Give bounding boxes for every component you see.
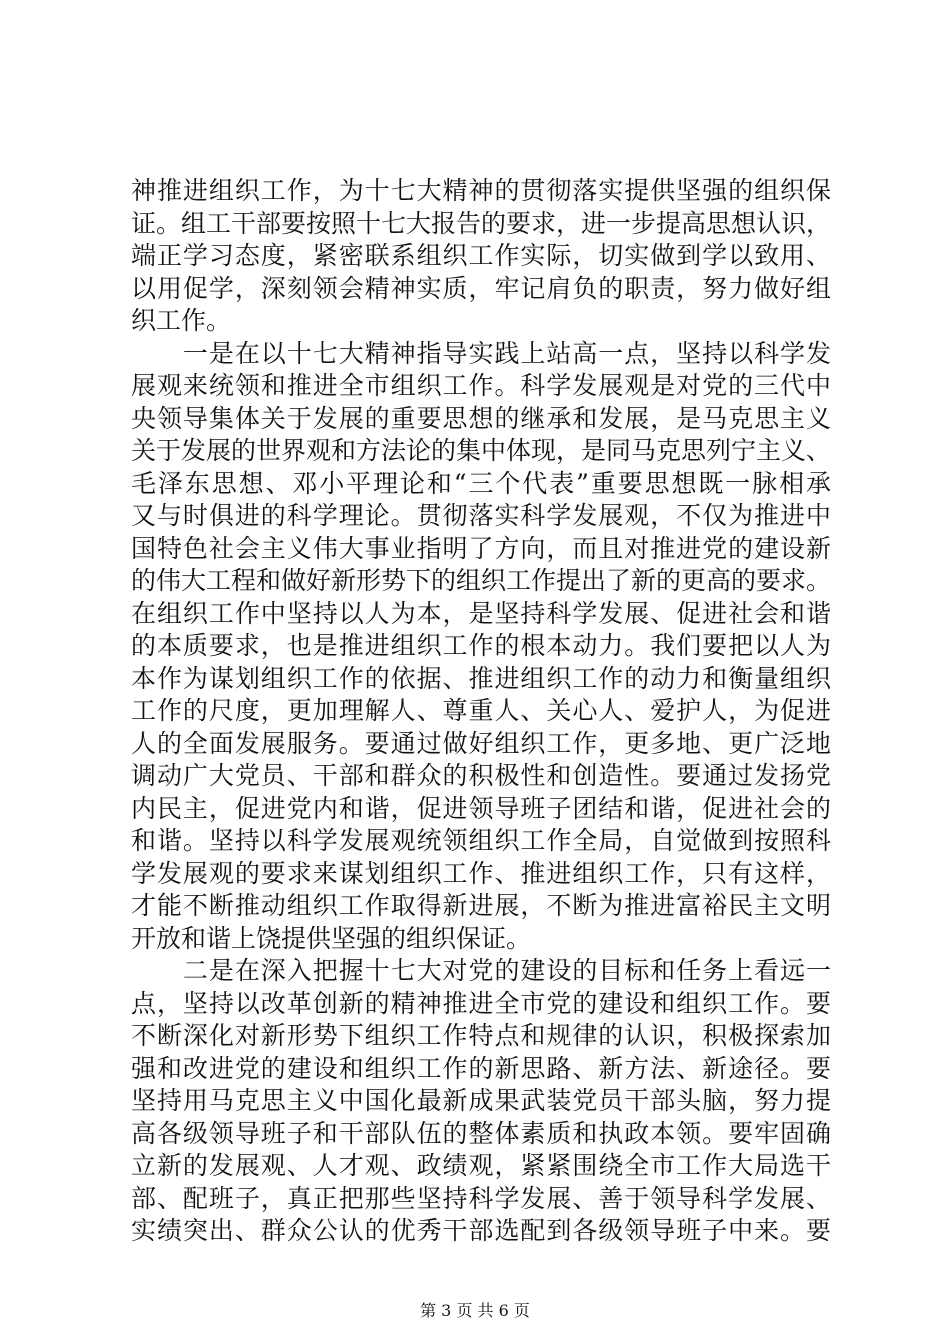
text-line: 神推进组织工作，为十七大精神的贯彻落实提供坚强的组织保	[131, 176, 831, 205]
text-line: 展观来统领和推进全市组织工作。科学发展观是对党的三代中	[131, 371, 831, 400]
text-line: 的本质要求，也是推进组织工作的根本动力。我们要把以人为	[131, 631, 831, 660]
text-line: 立新的发展观、人才观、政绩观，紧紧围绕全市工作大局选干	[131, 1151, 831, 1180]
text-line: 实绩突出、群众公认的优秀干部选配到各级领导班子中来。要	[131, 1216, 831, 1245]
text-line: 二是在深入把握十七大对党的建设的目标和任务上看远一	[131, 956, 831, 985]
page-footer: 第 3 页 共 6 页	[420, 1301, 530, 1320]
body-text	[131, 175, 831, 1248]
text-line: 端正学习态度，紧密联系组织工作实际，切实做到学以致用、	[131, 241, 831, 270]
text-line: 工作的尺度，更加理解人、尊重人、关心人、爱护人，为促进	[131, 696, 831, 725]
text-line: 织工作。	[131, 306, 232, 335]
text-line: 央领导集体关于发展的重要思想的继承和发展，是马克思主义	[131, 403, 831, 433]
text-line: 开放和谐上饶提供坚强的组织保证。	[131, 923, 532, 953]
text-line: 坚持用马克思主义中国化最新成果武装党员干部头脑，努力提	[131, 1086, 831, 1115]
text-line: 不断深化对新形势下组织工作特点和规律的认识，积极探索加	[131, 1021, 831, 1050]
text-line: 证。组工干部要按照十七大报告的要求，进一步提高思想认识，	[131, 208, 832, 238]
text-line: 在组织工作中坚持以人为本，是坚持科学发展、促进社会和谐	[131, 598, 831, 628]
text-line: 内民主，促进党内和谐，促进领导班子团结和谐，促进社会的	[131, 793, 831, 823]
text-line: 才能不断推动组织工作取得新进展，不断为推进富裕民主文明	[131, 891, 831, 920]
text-line: 部、配班子，真正把那些坚持科学发展、善于领导科学发展、	[131, 1183, 831, 1213]
text-line: 以用促学，深刻领会精神实质，牢记肩负的职责，努力做好组	[131, 273, 831, 303]
text-line: 又与时俱进的科学理论。贯彻落实科学发展观，不仅为推进中	[131, 501, 831, 530]
text-line: 强和改进党的建设和组织工作的新思路、新方法、新途径。要	[131, 1053, 831, 1083]
text-line: 毛泽东思想、邓小平理论和“三个代表”重要思想既一脉相承	[131, 468, 831, 498]
text-line: 本作为谋划组织工作的依据、推进组织工作的动力和衡量组织	[131, 663, 831, 693]
text-line: 一是在以十七大精神指导实践上站高一点，坚持以科学发	[131, 338, 831, 368]
text-line: 人的全面发展服务。要通过做好组织工作，更多地、更广泛地	[131, 728, 831, 758]
text-line: 和谐。坚持以科学发展观统领组织工作全局，自觉做到按照科	[131, 826, 831, 855]
text-line: 的伟大工程和做好新形势下的组织工作提出了新的更高的要求。	[131, 566, 832, 595]
text-line: 国特色社会主义伟大事业指明了方向，而且对推进党的建设新	[131, 533, 831, 563]
text-line: 调动广大党员、干部和群众的积极性和创造性。要通过发扬党	[131, 761, 831, 790]
text-line: 点，坚持以改革创新的精神推进全市党的建设和组织工作。要	[131, 988, 831, 1018]
text-line: 高各级领导班子和干部队伍的整体素质和执政本领。要牢固确	[131, 1118, 831, 1148]
text-line: 学发展观的要求来谋划组织工作、推进组织工作，只有这样，	[131, 858, 831, 888]
text-line: 关于发展的世界观和方法论的集中体现，是同马克思列宁主义、	[131, 436, 832, 465]
